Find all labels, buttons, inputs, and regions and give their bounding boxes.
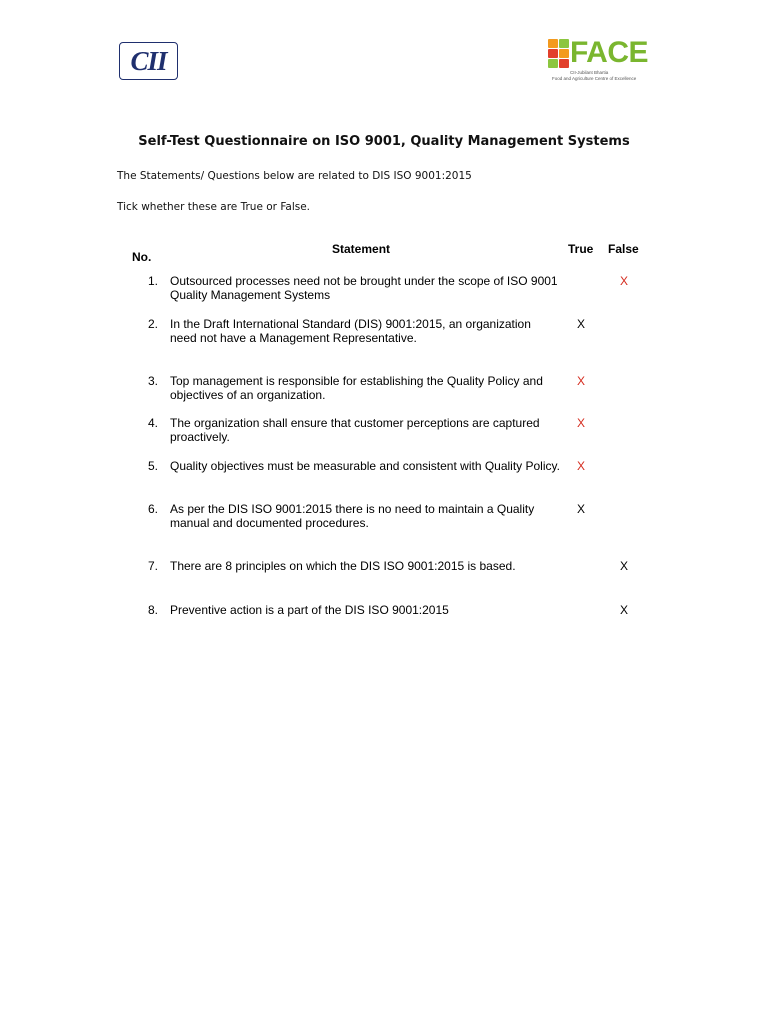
row-statement: Top management is responsible for establishing the Quality Policy and objectives of an organization.	[170, 374, 543, 402]
true-mark: X	[577, 317, 586, 331]
face-logo	[548, 37, 650, 87]
cii-logo	[119, 42, 178, 80]
intro-line-2: Tick whether these are True or False.	[117, 201, 311, 213]
document-title: Self-Test Questionnaire on ISO 9001, Quality Management Systems	[138, 134, 630, 149]
header-no: No.	[132, 250, 152, 264]
row-number: 4.	[148, 416, 159, 430]
true-mark: X	[577, 416, 586, 430]
face-logo-tiles-icon	[548, 39, 570, 69]
face-logo-subtitle-2: Food and Agriculture Centre of Excellence	[552, 76, 637, 81]
face-logo-text: FACE	[570, 36, 649, 69]
cii-logo-text: CII	[130, 45, 167, 76]
false-mark: X	[620, 603, 629, 617]
row-number: 3.	[148, 374, 159, 388]
true-mark: X	[577, 502, 586, 516]
header-false: False	[608, 242, 639, 256]
header-statement: Statement	[332, 242, 391, 256]
row-number: 7.	[148, 559, 159, 573]
row-number: 6.	[148, 502, 159, 516]
row-statement: Preventive action is a part of the DIS ISO 9001:2015	[170, 603, 449, 617]
row-statement: Outsourced processes need not be brought under the scope of ISO 9001 Quality Management Systems	[170, 274, 558, 302]
row-statement: There are 8 principles on which the DIS ISO 9001:2015 is based.	[170, 559, 516, 573]
row-statement: As per the DIS ISO 9001:2015 there is no need to maintain a Quality manual and documented procedures.	[170, 502, 535, 530]
row-statement: The organization shall ensure that customer perceptions are captured proactively.	[170, 416, 540, 444]
row-number: 2.	[148, 317, 159, 331]
row-number: 8.	[148, 603, 159, 617]
false-mark: X	[620, 559, 629, 573]
false-mark: X	[620, 274, 629, 288]
true-mark: X	[577, 459, 586, 473]
intro-line-1: The Statements/ Questions below are related to DIS ISO 9001:2015	[117, 170, 472, 182]
row-number: 5.	[148, 459, 159, 473]
row-statement: Quality objectives must be measurable and consistent with Quality Policy.	[170, 459, 560, 473]
row-number: 1.	[148, 274, 159, 288]
true-mark: X	[577, 374, 586, 388]
header-true: True	[568, 242, 594, 256]
face-logo-subtitle-1: CII-Jubilant Bhartia	[570, 70, 609, 75]
row-statement: In the Draft International Standard (DIS) 9001:2015, an organization need not have a Management Representative.	[170, 317, 531, 345]
